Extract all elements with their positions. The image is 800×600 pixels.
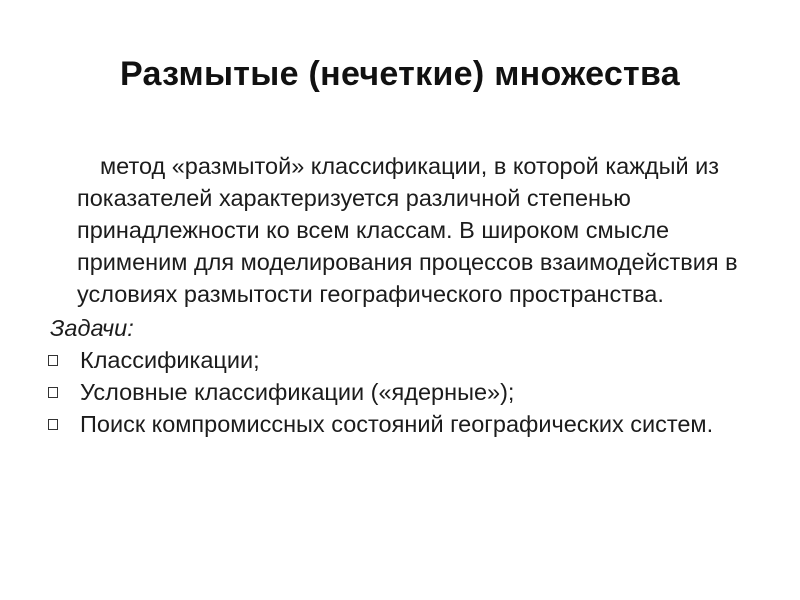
square-bullet-icon: [48, 419, 58, 430]
task-text: Условные классификации («ядерные»);: [80, 379, 515, 405]
slide-body: [46, 150, 746, 440]
square-bullet-icon: [48, 355, 58, 366]
list-item: [46, 344, 746, 376]
tasks-label: Задачи:: [50, 315, 134, 341]
slide-title: Размытые (нечеткие) множества: [120, 55, 680, 93]
task-text: Классификации;: [80, 347, 260, 373]
list-item: [46, 376, 746, 408]
task-list: [46, 344, 746, 440]
list-item: [46, 408, 746, 440]
intro-paragraph: метод «размытой» классификации, в которой каждый из показателей характеризуется различной степенью принадлежности ко всем классам. В широком смысле применим для моделирования процессов взаимодействия в условиях размытости географического пространства.: [77, 153, 738, 307]
task-text: Поиск компромиссных состояний географических систем.: [80, 411, 714, 437]
square-bullet-icon: [48, 387, 58, 398]
